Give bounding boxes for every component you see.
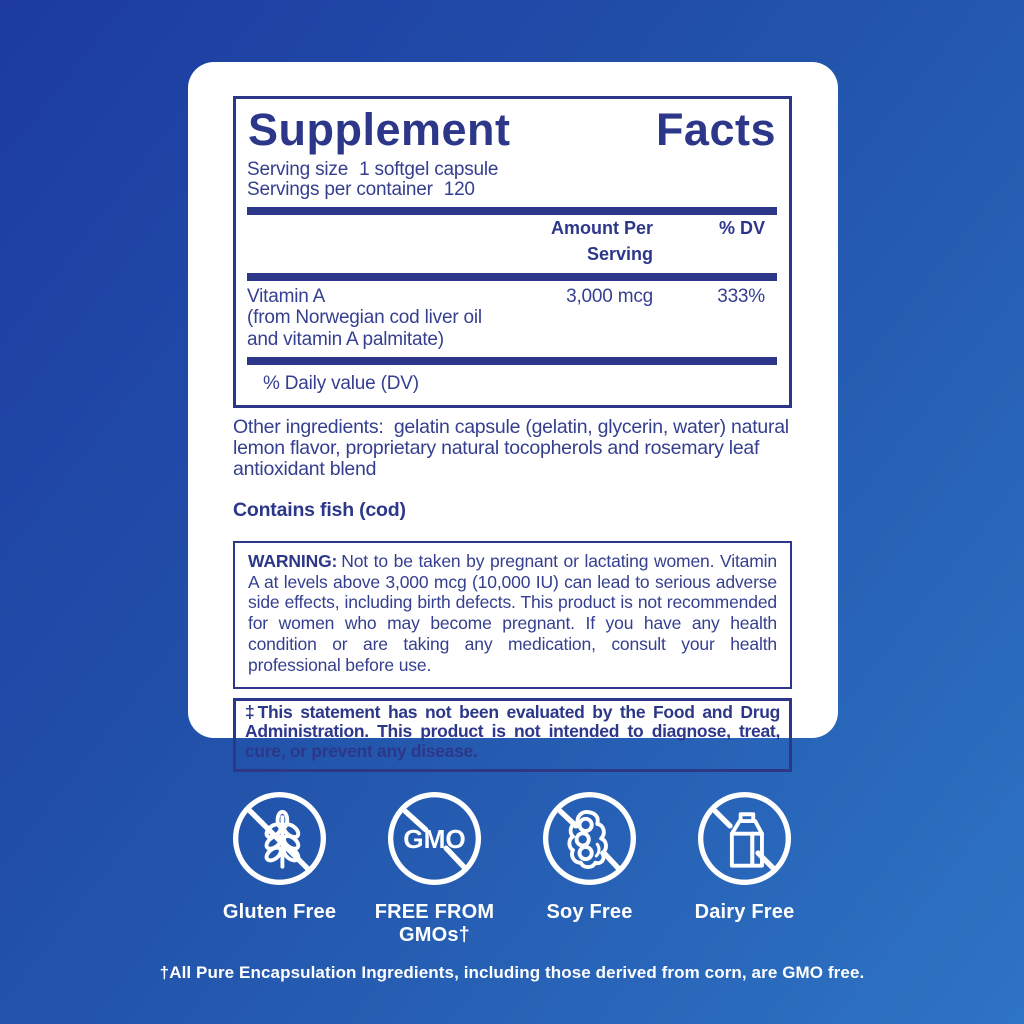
serving-size-line [247,160,777,181]
supplement-facts-box [233,96,792,408]
nutrient-name: Vitamin A [247,285,326,307]
nutrient-amount: 3,000 mcg [566,285,653,307]
nutrient-source-detail: (from Norwegian cod liver oil and vitamin A palmitate) [247,307,482,350]
facts-header-row [247,215,777,267]
gmo-slash-icon [386,790,483,887]
nutrient-row-vitamin-a [247,281,777,351]
fda-statement-box: ‡This statement has not been evaluated by the Food and Drug Administration. This product is not intended to diagnose, treat, cure, or prevent any disease. [233,698,792,772]
badge-label-gmo-free: FREE FROM GMOs† [374,901,495,946]
nutrient-dv: 333% [717,285,765,307]
wheat-slash-icon [231,790,328,887]
supplement-label-card [188,62,838,762]
badge-gluten-free [217,790,343,947]
badge-gmo-free [372,790,498,947]
other-ingredients-text: Other ingredients: gelatin capsule (gelatin, glycerin, water) natural lemon flavor, proprietary natural tocopherols and rosemary leaf antioxidant blend [233,416,795,481]
title-word-facts: Facts [655,104,776,155]
percent-dv-header: % DV [718,217,765,238]
warning-text: Not to be taken by pregnant or lactating women. Vitamin A at levels above 3,000 mcg (10,000 IU) can lead to serious adverse side effects, including birth defects. This product is not recommended for women who may become pregnant. If you have any health condition or are taking any medication, consult your health professional before use. [248,550,777,675]
daily-value-note: % Daily value (DV) [263,373,419,395]
serving-size-label: Serving size [247,158,349,180]
serving-size-value: 1 softgel capsule [359,158,499,180]
warning-label: WARNING: [248,550,338,571]
divider-bar-bottom [247,357,777,365]
divider-bar-top [247,207,777,215]
badge-label-soy-free: Soy Free [546,901,633,923]
nutrient-name-cell [247,286,503,351]
servings-per-container-value: 120 [443,179,475,201]
warning-box [233,541,792,689]
gmo-circle-text: GMO [403,824,466,855]
header-spacer [247,215,503,267]
free-from-badges-row [0,790,1024,947]
gmo-footnote-text: †All Pure Encapsulation Ingredients, including those derived from corn, are GMO free. [159,963,865,982]
title-word-supplement: Supplement [248,104,511,155]
contains-allergen-text: Contains fish (cod) [233,498,406,521]
badge-dairy-free [682,790,808,947]
badge-label-gluten-free: Gluten Free [222,901,337,923]
soybean-slash-icon [541,790,638,887]
servings-per-container-label: Servings per container [247,179,433,201]
badge-label-dairy-free: Dairy Free [694,901,795,923]
servings-per-container-line [247,180,777,201]
supplement-facts-title [248,104,776,155]
amount-per-serving-header: Amount Per Serving [550,217,653,264]
badge-soy-free [527,790,653,947]
milk-carton-slash-icon [696,790,793,887]
divider-bar-header [247,273,777,281]
